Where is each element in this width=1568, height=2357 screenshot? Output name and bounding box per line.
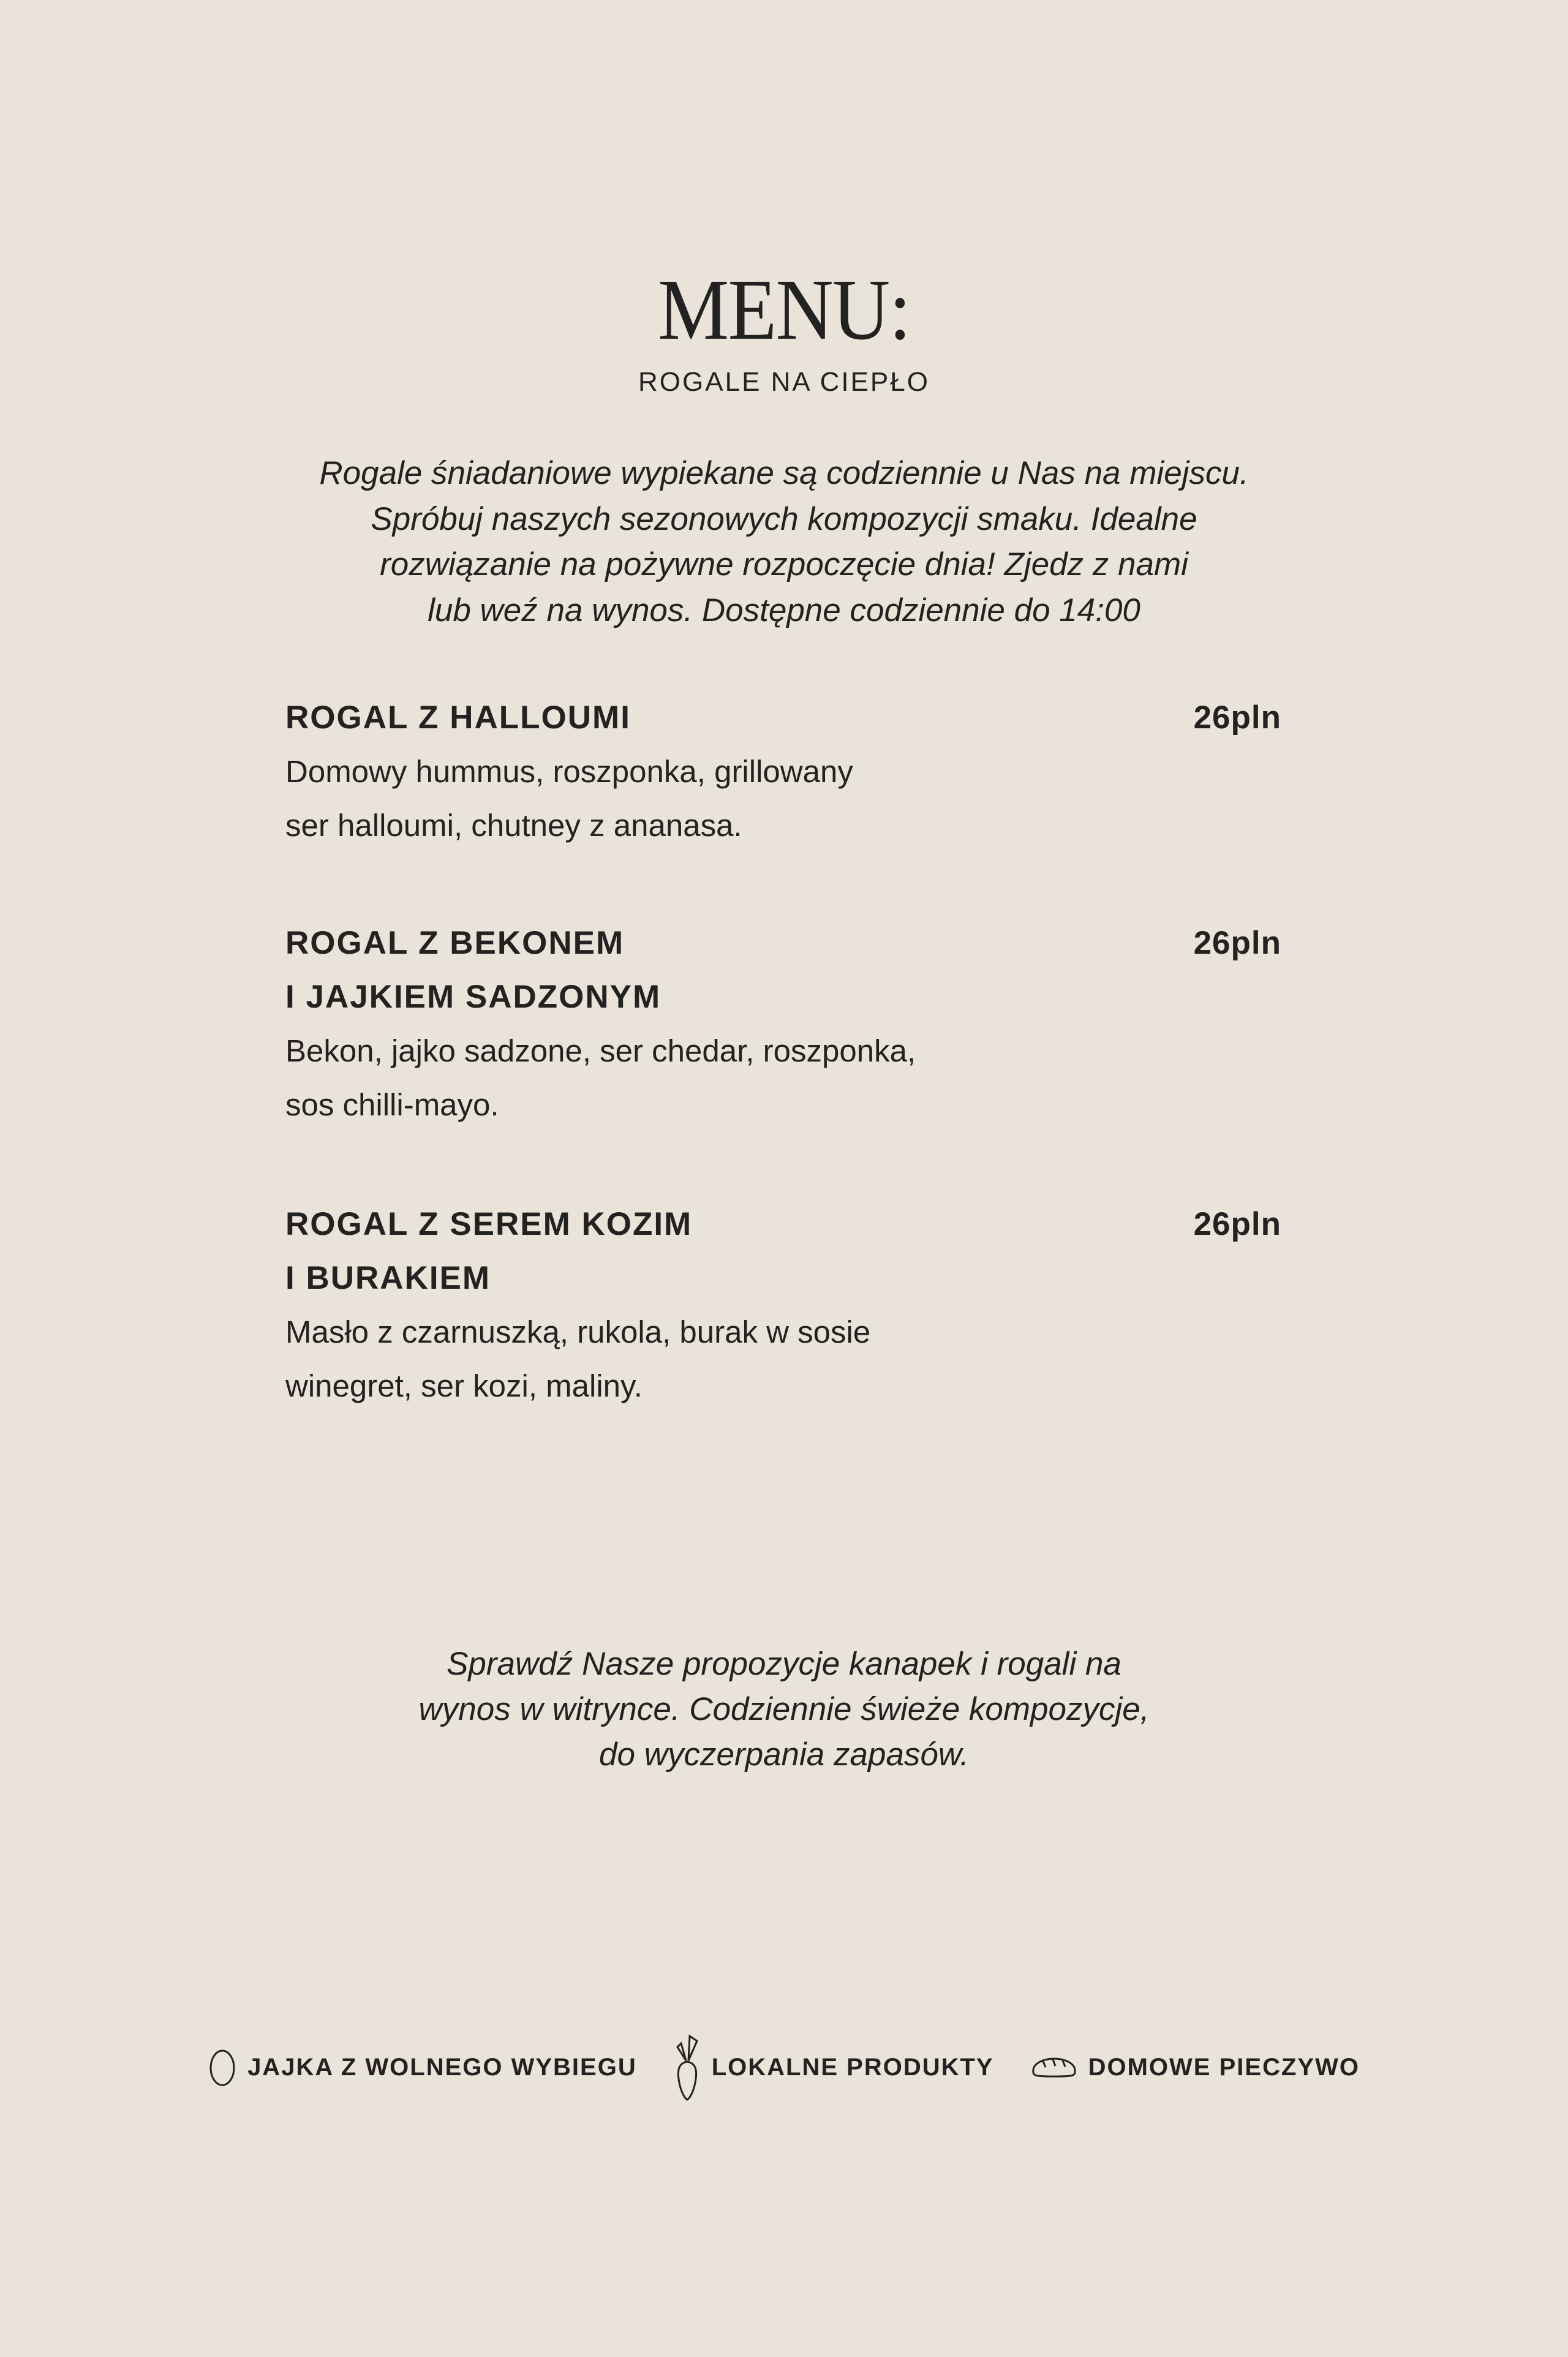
item-price: 26pln [1193,700,1281,736]
menu-item-kozi [285,1197,1281,1413]
feature-label: LOKALNE PRODUKTY [711,2053,994,2081]
item-name: I JAJKIEM SADZONYM [285,979,662,1015]
intro-line: rozwiązanie na pożywne rozpoczęcie dnia! Zjedz z nami [380,546,1188,583]
menu-title: MENU: [658,261,910,358]
item-description: Domowy hummus, roszponka, grillowany [285,754,853,789]
item-price: 26pln [1193,925,1281,961]
menu-subtitle: ROGALE NA CIEPŁO [638,367,930,397]
intro-line: lub weź na wynos. Dostępne codziennie do 14:00 [428,592,1140,628]
outro-line: do wyczerpania zapasów. [599,1737,969,1773]
item-description: ser halloumi, chutney z ananasa. [285,808,742,843]
bread-icon [1031,2056,1077,2078]
item-description: sos chilli-mayo. [285,1087,499,1122]
item-description: Bekon, jajko sadzone, ser chedar, roszponka, [285,1033,916,1068]
menu-item-halloumi [285,691,1281,853]
carrot-icon [674,2034,701,2101]
outro-line: wynos w witrynce. Codziennie świeże kompozycje, [418,1691,1150,1727]
intro-line: Rogale śniadaniowe wypiekane są codziennie u Nas na miejscu. [319,455,1249,491]
feature-homemade-bread [1031,2054,1360,2081]
feature-label: DOMOWE PIECZYWO [1088,2053,1360,2081]
intro-text [233,451,1335,633]
item-price: 26pln [1193,1206,1281,1242]
item-description: winegret, ser kozi, maliny. [285,1368,643,1403]
menu-item-bekon [285,916,1281,1132]
features-bar [0,2034,1568,2101]
item-description: Masło z czarnuszką, rukola, burak w sosie [285,1314,871,1349]
feature-local-products [674,2034,994,2101]
feature-free-range-eggs [208,2048,637,2086]
intro-line: Spróbuj naszych sezonowych kompozycji smaku. Idealne [371,500,1197,537]
outro-text [294,1642,1274,1778]
outro-line: Sprawdź Nasze propozycje kanapek i rogali na [447,1646,1121,1682]
egg-icon [208,2048,236,2086]
item-name: I BURAKIEM [285,1260,491,1296]
item-name: ROGAL Z HALLOUMI [285,700,631,736]
feature-label: JAJKA Z WOLNEGO WYBIEGU [247,2053,637,2081]
item-name: ROGAL Z SEREM KOZIM [285,1206,693,1242]
item-name: ROGAL Z BEKONEM [285,925,625,961]
